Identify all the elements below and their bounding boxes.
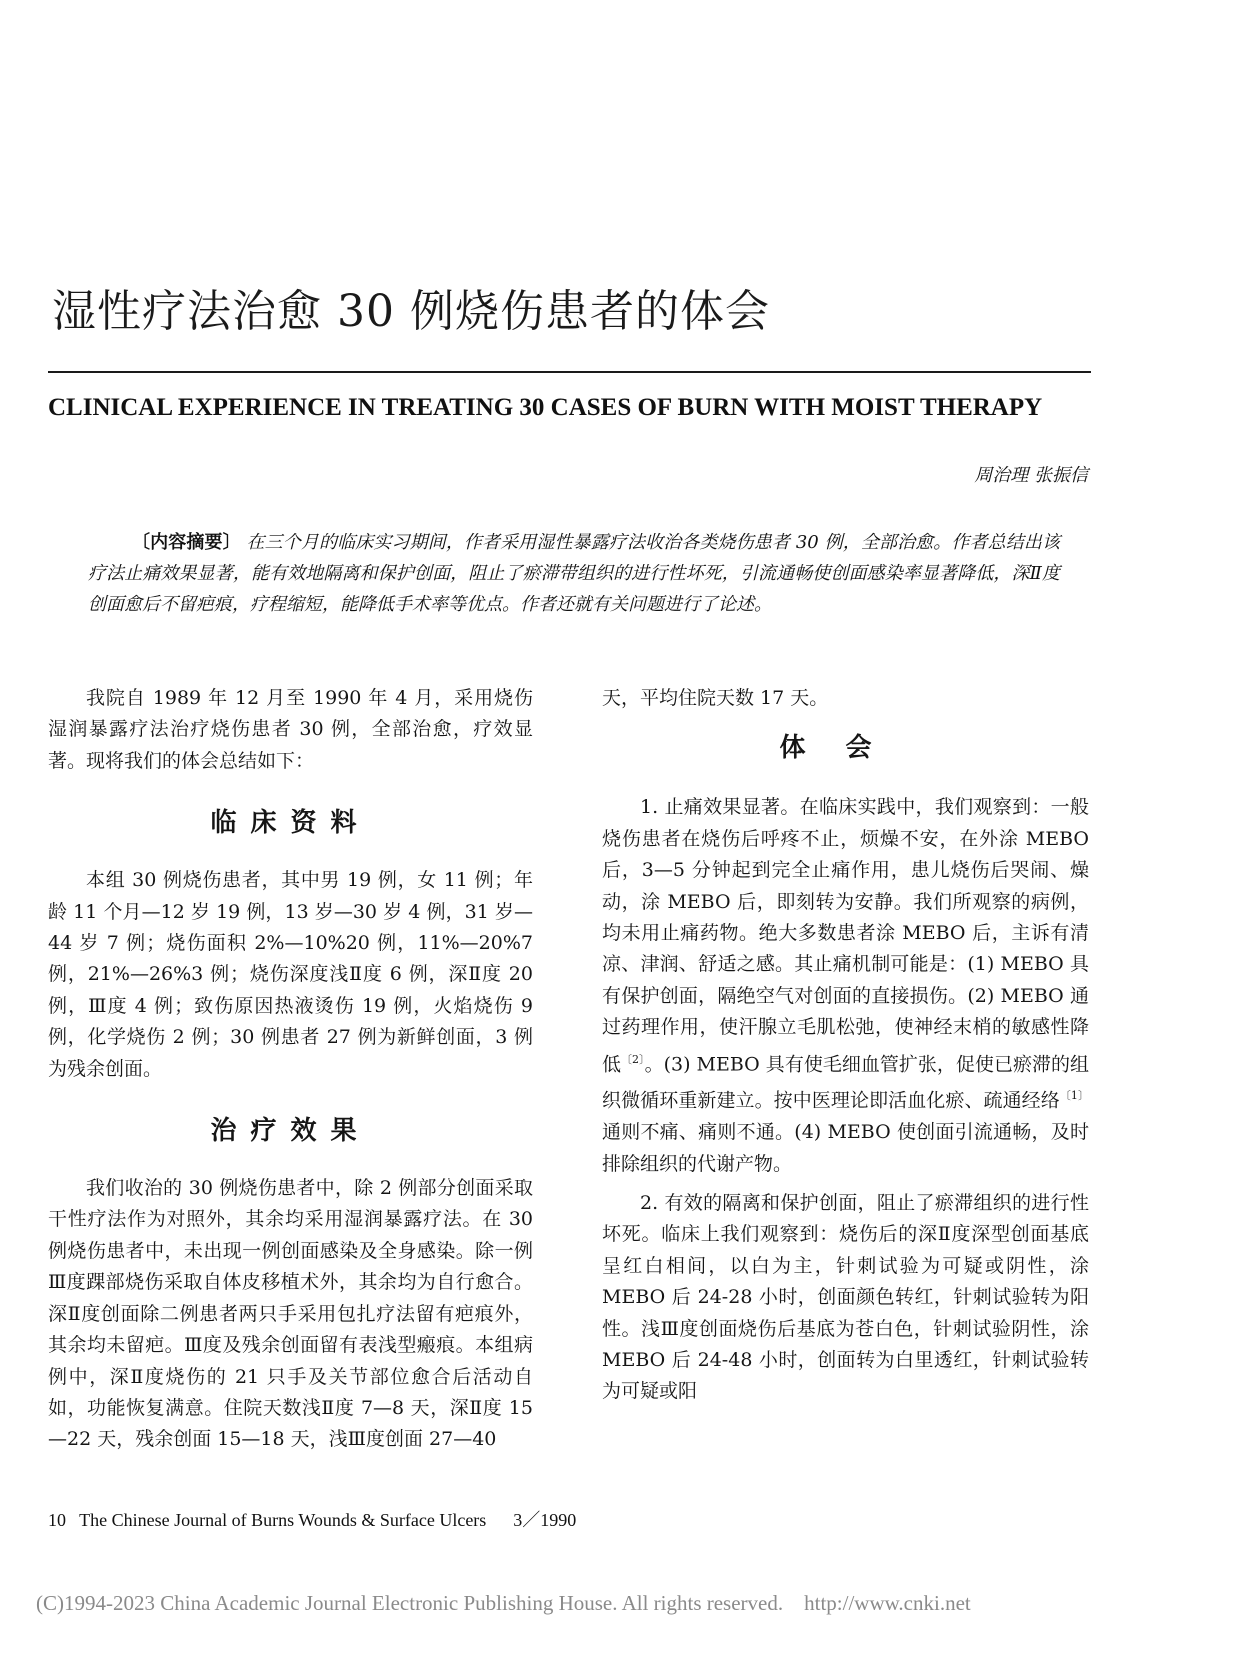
clinical-data-paragraph: 本组 30 例烧伤患者，其中男 19 例，女 11 例；年龄 11 个月—12 岁 19 例，13 岁—30 岁 4 例，31 岁—44 岁 7 例；烧伤面积 2%—10%20 例，11%—20%7 例，21%—26%3 例；烧伤深度浅Ⅱ度 6 例，深Ⅱ度 20 例，Ⅲ度 4 例；致伤原因热液烫伤 19 例，火焰烧伤 9 例，化学烧伤 2 例；30 例患者 27 例为新鲜创面，3 例为残余创面。 <box>48 869 533 1080</box>
article-title: 湿性疗法治愈 30 例烧伤患者的体会 <box>52 286 770 337</box>
page-footer: 10 The Chinese Journal of Burns Wounds & Surface Ulcers 3／1990 <box>48 1510 577 1530</box>
point-1-text: 1. 止痛效果显著。在临床实践中，我们观察到：一般烧伤患者在烧伤后呼疼不止，烦燥不安，在外涂 MEBO 后，3—5 分钟起到完全止痛作用，患儿烧伤后哭闹、燥动，涂 MEBO 后，即刻转为安静。我们所观察的病例，均未用止痛药物。绝大多数患者涂 MEBO 后，主诉有清凉、津润、舒适之感。其止痛机制可能是：(1) MEBO 具有保护创面，隔绝空气对创面的直接损伤。(2) MEBO 通过药理作用，使汗腺立毛肌松弛，使神经末梢的敏感性降低 <box>602 796 1089 1075</box>
title-divider <box>48 371 1091 373</box>
section-heading-clinical-data: 临床资料 <box>210 808 371 839</box>
point-1-paragraph <box>602 792 1089 1180</box>
abstract-text: 在三个月的临床实习期间，作者采用湿性暴露疗法收治各类烧伤患者 30 例，全部治愈。作者总结出该疗法止痛效果显著，能有效地隔离和保护创面，阻止了瘀滞带组织的进行性坏死，引流通畅使创面感染率显著降低，深Ⅱ度创面愈后不留疤痕，疗程缩短，能降低手术率等优点。作者还就有关问题进行了论述。 <box>88 532 1060 615</box>
right-column <box>602 683 1089 1523</box>
abstract-label: 〔内容摘要〕 <box>132 532 241 553</box>
point-2-paragraph: 2. 有效的隔离和保护创面，阻止了瘀滞组织的进行性坏死。临床上我们观察到：烧伤后的深Ⅱ度深型创面基底呈红白相间，以白为主，针刺试验为可疑或阴性，涂 MEBO 后 24-28 小时，创面颜色转红，针刺试验转为阳性。浅Ⅲ度创面烧伤后基底为苍白色，针刺试验阴性，涂 MEBO 后 24-48 小时，创面转为白里透红，针刺试验转为可疑或阳 <box>602 1191 1089 1403</box>
treatment-results-paragraph: 我们收治的 30 例烧伤患者中，除 2 例部分创面采取干性疗法作为对照外，其余均采用湿润暴露疗法。在 30 例烧伤患者中，未出现一例创面感染及全身感染。除一例Ⅲ度踝部烧伤采取自体皮移植术外，其余均为自行愈合。深Ⅱ度创面除二例患者两只手采用包扎疗法留有疤痕外，其余均未留疤。Ⅲ度及残余创面留有表浅型瘢痕。本组病例中，深Ⅱ度烧伤的 21 只手及关节部位愈合后活动自如，功能恢复满意。住院天数浅Ⅱ度 7—8 天，深Ⅱ度 15—22 天，残余创面 15—18 天，浅Ⅲ度创面 27—40 <box>48 1177 533 1451</box>
left-column <box>48 683 533 1523</box>
section-heading-treatment-results: 治疗效果 <box>210 1116 371 1147</box>
copyright-notice: (C)1994-2023 China Academic Journal Electronic Publishing House. All rights reserved. http://www.cnki.net <box>36 1591 971 1615</box>
point-1-text-c: 通则不痛、痛则不通。(4) MEBO 使创面引流通畅，及时排除组织的代谢产物。 <box>602 1121 1089 1175</box>
reference-1: 〔1〕 <box>1059 1089 1089 1103</box>
intro-paragraph: 我院自 1989 年 12 月至 1990 年 4 月，采用烧伤湿润暴露疗法治疗烧伤患者 30 例，全部治愈，疗效显著。现将我们的体会总结如下： <box>48 687 533 772</box>
section-heading-experience: 体会 <box>779 733 912 764</box>
continuation-line: 天，平均住院天数 17 天。 <box>602 687 829 709</box>
point-1-text-b: 。(3) MEBO 具有使毛细血管扩张，促使已瘀滞的组织微循环重新建立。按中医理论即活血化瘀、疏通经络 <box>602 1052 1089 1112</box>
authors: 周治理 张振信 <box>974 465 1088 486</box>
abstract <box>88 527 1060 620</box>
reference-2: 〔2〕 <box>621 1052 645 1066</box>
english-title: CLINICAL EXPERIENCE IN TREATING 30 CASES OF BURN WITH MOIST THERAPY <box>48 394 1043 421</box>
